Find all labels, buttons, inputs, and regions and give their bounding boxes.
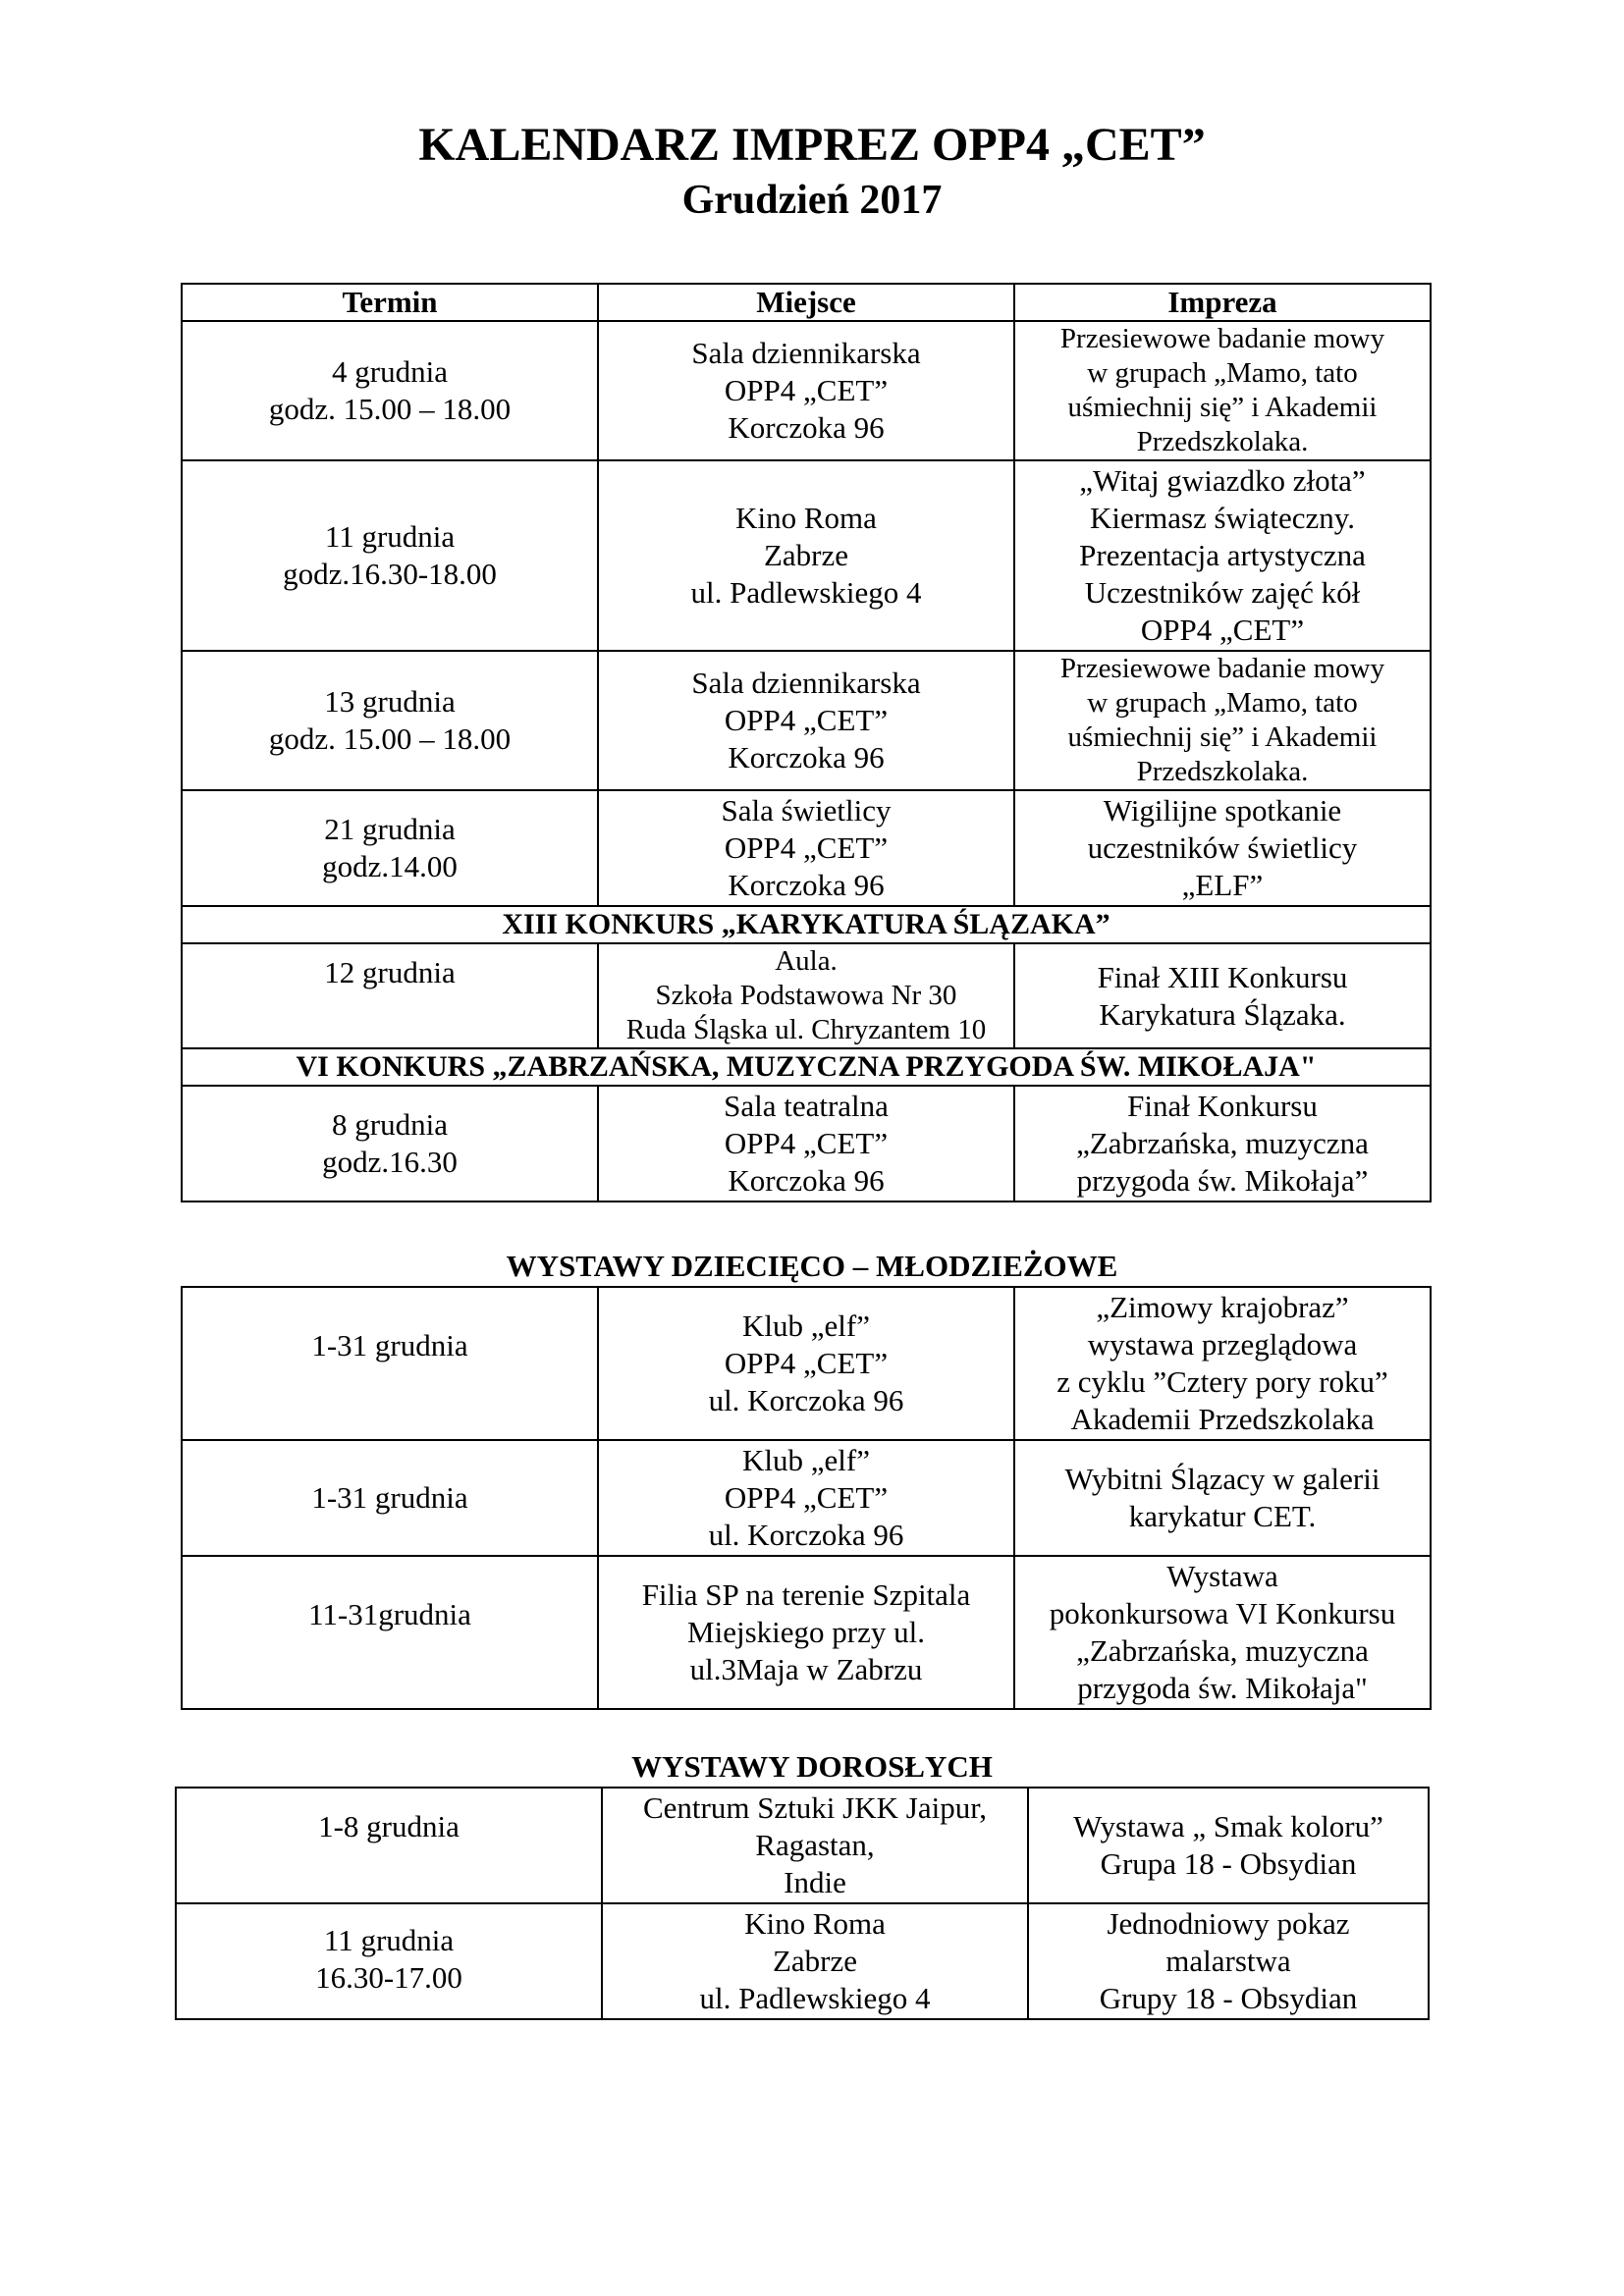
page-title: KALENDARZ IMPREZ OPP4 „CET” (418, 119, 1206, 171)
table-row (182, 651, 1431, 790)
cell-impreza: Finał XIII Konkursu Karykatura Ślązaka. (1014, 943, 1431, 1048)
section-title-karykatura: XIII KONKURS „KARYKATURA ŚLĄZAKA” (182, 906, 1431, 943)
cell-termin: 13 grudnia godz. 15.00 – 18.00 (182, 651, 598, 790)
table-row (176, 1903, 1429, 2019)
cell-miejsce: Centrum Sztuki JKK Jaipur, Ragastan, Indie (602, 1788, 1028, 1903)
cell-impreza: Jednodniowy pokaz malarstwa Grupy 18 - Obsydian (1028, 1903, 1429, 2019)
cell-impreza: Finał Konkursu „Zabrzańska, muzyczna przygoda św. Mikołaja” (1014, 1086, 1431, 1201)
page-subtitle: Grudzień 2017 (681, 178, 943, 223)
cell-impreza: „Witaj gwiazdko złota” Kiermasz świąteczny. Prezentacja artystyczna Uczestników zajęć kół OPP4 „CET” (1014, 460, 1431, 651)
section-title-mikolaj: VI KONKURS „ZABRZAŃSKA, MUZYCZNA PRZYGODA ŚW. MIKOŁAJA" (182, 1048, 1431, 1086)
table-header-row (182, 284, 1431, 321)
cell-termin: 21 grudnia godz.14.00 (182, 790, 598, 906)
cell-termin: 8 grudnia godz.16.30 (182, 1086, 598, 1201)
table-row (182, 1287, 1431, 1440)
cell-termin: 11 grudnia 16.30-17.00 (176, 1903, 602, 2019)
cell-termin: 1-31 grudnia (182, 1287, 598, 1440)
kids-exhibitions-heading: WYSTAWY DZIECIĘCO – MŁODZIEŻOWE (506, 1249, 1118, 1283)
cell-miejsce: Aula. Szkoła Podstawowa Nr 30 Ruda Śląska ul. Chryzantem 10 (598, 943, 1014, 1048)
table-row (182, 1086, 1431, 1201)
cell-impreza: Wystawa „ Smak koloru” Grupa 18 - Obsydian (1028, 1788, 1429, 1903)
cell-termin: 11 grudnia godz.16.30-18.00 (182, 460, 598, 651)
header-impreza: Impreza (1014, 284, 1431, 321)
cell-miejsce: Sala teatralna OPP4 „CET” Korczoka 96 (598, 1086, 1014, 1201)
cell-miejsce: Sala dziennikarska OPP4 „CET” Korczoka 96 (598, 321, 1014, 460)
section-row (182, 906, 1431, 943)
cell-miejsce: Sala świetlicy OPP4 „CET” Korczoka 96 (598, 790, 1014, 906)
table-row (182, 1556, 1431, 1709)
main-events-table (181, 283, 1432, 1202)
table-row (176, 1788, 1429, 1903)
cell-termin: 4 grudnia godz. 15.00 – 18.00 (182, 321, 598, 460)
cell-impreza: Przesiewowe badanie mowy w grupach „Mamo, tato uśmiechnij się” i Akademii Przedszkolaka. (1014, 321, 1431, 460)
cell-termin: 12 grudnia (182, 943, 598, 1048)
cell-impreza: Przesiewowe badanie mowy w grupach „Mamo, tato uśmiechnij się” i Akademii Przedszkolaka. (1014, 651, 1431, 790)
cell-impreza: Wystawa pokonkursowa VI Konkursu „Zabrzańska, muzyczna przygoda św. Mikołaja" (1014, 1556, 1431, 1709)
cell-miejsce: Klub „elf” OPP4 „CET” ul. Korczoka 96 (598, 1287, 1014, 1440)
cell-impreza: „Zimowy krajobraz” wystawa przeglądowa z cyklu ”Cztery pory roku” Akademii Przedszkolaka (1014, 1287, 1431, 1440)
table-row (182, 790, 1431, 906)
cell-miejsce: Filia SP na terenie Szpitala Miejskiego przy ul. ul.3Maja w Zabrzu (598, 1556, 1014, 1709)
cell-miejsce: Kino Roma Zabrze ul. Padlewskiego 4 (598, 460, 1014, 651)
cell-miejsce: Klub „elf” OPP4 „CET” ul. Korczoka 96 (598, 1440, 1014, 1556)
cell-termin: 1-8 grudnia (176, 1788, 602, 1903)
cell-miejsce: Sala dziennikarska OPP4 „CET” Korczoka 96 (598, 651, 1014, 790)
adults-exhibitions-table (175, 1787, 1430, 2020)
header-termin: Termin (182, 284, 598, 321)
adults-exhibitions-heading: WYSTAWY DOROSŁYCH (631, 1749, 993, 1784)
header-miejsce: Miejsce (598, 284, 1014, 321)
cell-impreza: Wigilijne spotkanie uczestników świetlicy „ELF” (1014, 790, 1431, 906)
cell-termin: 1-31 grudnia (182, 1440, 598, 1556)
kids-exhibitions-table (181, 1286, 1432, 1710)
table-row (182, 460, 1431, 651)
table-row (182, 1440, 1431, 1556)
cell-miejsce: Kino Roma Zabrze ul. Padlewskiego 4 (602, 1903, 1028, 2019)
table-row (182, 943, 1431, 1048)
cell-impreza: Wybitni Ślązacy w galerii karykatur CET. (1014, 1440, 1431, 1556)
cell-termin: 11-31grudnia (182, 1556, 598, 1709)
table-row (182, 321, 1431, 460)
section-row (182, 1048, 1431, 1086)
